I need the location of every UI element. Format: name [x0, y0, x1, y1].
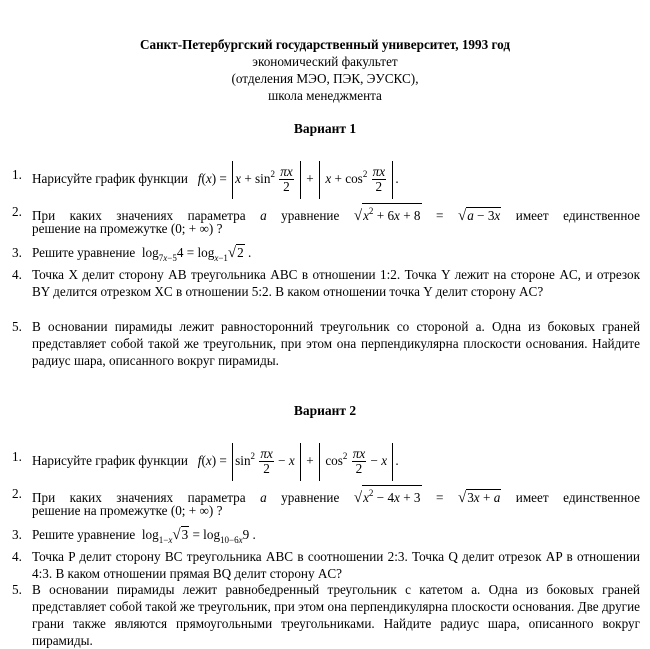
v1-formula-2: $√x^2 + 6x + 8 = √a - 3x$	[354, 208, 501, 223]
v2-problem-2: 2. При каких значениях параметра a уравнение $√x^2 - 4x + 3 = √3x + a$ имеет единственное решение на промежутке (0; + ∞) ?	[12, 486, 640, 518]
variant-1-title: Вариант 1	[293, 121, 357, 136]
v1-problem-2: 2. При каких значениях параметра a уравнение $√x^2 + 6x + 8 = √a - 3x$ имеет единственное решение на промежутке (0; + ∞) ?	[12, 204, 640, 236]
v2-problem-3: 3. Решите уравнение $\log_{1-x}√3 = \log_{10-6x}9$ .	[12, 527, 256, 545]
v2-problem-5: 5. В основании пирамиды лежит равнобедренный треугольник с катетом a. Одна из боковых граней представляет собой такой же треугольник, при этом она перпендикулярна плоскости основания. Две другие грани также являются прямоугольными треугольниками. Найдите радиус шара, описанного вокруг пирамиды.	[12, 582, 640, 648]
departments: (отделения МЭО, ПЭК, ЭУСКС),	[231, 71, 419, 86]
university-title: Санкт-Петербургский государственный университет, 1993 год	[139, 37, 511, 52]
document-header	[0, 36, 650, 104]
school: школа менеджмента	[268, 88, 382, 103]
v1-formula-1: f	[197, 171, 202, 186]
v2-formula-3: $\log_{1-x}√3 = \log_{10-6x}9$	[141, 527, 250, 545]
v2-formula-2: $√x^2 - 4x + 3 = √3x + a$	[354, 490, 501, 505]
v2-problem-4: 4. Точка P делит сторону BC треугольника ABC в соотношении 2:3. Точка Q делит отрезок AP в отношении 4:3. В каком отношении прямая BQ делит сторону AC?	[12, 549, 640, 581]
variant-2-title: Вариант 2	[293, 403, 357, 418]
v1-problem-5: 5. В основании пирамиды лежит равносторонний треугольник со стороной a. Одна из боковых граней представляет собой такой же треугольник, при этом она перпендикулярна плоскости основания. Найдите радиус шара, описанного вокруг пирамиды.	[12, 319, 640, 368]
v1-formula-3: $\log_{7x-5}4 = \log_{x-1}√2$	[141, 245, 244, 263]
v2-formula-1: f	[197, 453, 202, 468]
v1-problem-4: 4. Точка X делит сторону AB треугольника ABC в отношении 1:2. Точка Y лежит на стороне AC, и отрезок BY делится отрезком XC в отношении 5:2. В каком отношении точка Y делит сторону AC?	[12, 267, 640, 299]
v1-problem-1: 1. Нарисуйте график функции $f(x) = x + \sin^2$ $\frac{\pi x}{2}$ + $x + \cos^2$ $\frac{\pi x}{2}$ .	[12, 154, 640, 194]
v2-problem-1: 1. Нарисуйте график функции $f(x) = \sin^2$ $\frac{\pi x}{2}$ − $x + \cos^2$ $\frac{\pi x}{2}$ − x .	[12, 436, 640, 476]
faculty: экономический факультет	[252, 54, 398, 69]
v1-problem-3: 3. Решите уравнение $\log_{7x-5}4 = \log_{x-1}√2$ .	[12, 245, 252, 263]
